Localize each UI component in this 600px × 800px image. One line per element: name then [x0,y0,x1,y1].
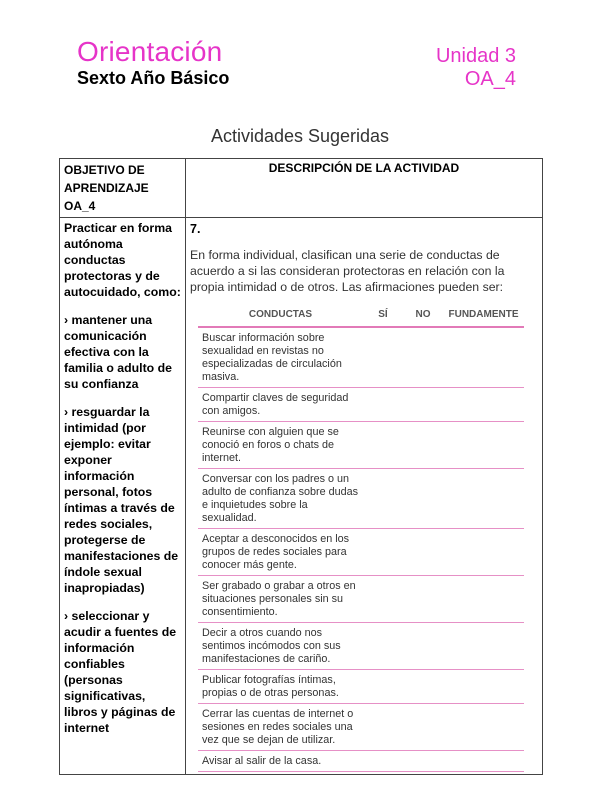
grade-subtitle: Sexto Año Básico [77,68,230,88]
conductas-header-row [198,305,524,327]
no-cell [403,670,443,704]
conducta-text: Avisar al salir de la casa. [198,751,363,772]
conducta-row [198,623,524,670]
description-header: DESCRIPCIÓN DE LA ACTIVIDAD [186,159,543,218]
si-cell [363,576,403,623]
objective-header-line: OBJETIVO DE [64,163,145,177]
no-cell [403,623,443,670]
conducta-text: Conversar con los padres o un adulto de confianza sobre dudas e inquietudes sobre la sexualidad. [198,469,363,529]
oa-label: OA_4 [464,68,516,90]
conducta-row [198,327,524,388]
fundamente-cell [443,529,524,576]
fundamente-col-header: FUNDAMENTE [443,305,524,327]
no-cell [403,529,443,576]
fundamente-cell [443,670,524,704]
si-cell [363,751,403,772]
conducta-text: Publicar fotografías íntimas, propias o de otras personas. [198,670,363,704]
fundamente-cell [443,327,524,388]
fundamente-cell [443,388,524,422]
no-cell [403,704,443,751]
table-header-row [60,159,543,218]
fundamente-cell [443,623,524,670]
fundamente-cell [443,704,524,751]
section-title: Actividades Sugeridas [210,126,390,146]
unit-label: Unidad 3 [435,45,516,67]
conducta-row [198,529,524,576]
conducta-text: Reunirse con alguien que se conoció en foros o chats de internet. [198,422,363,469]
si-cell [363,469,403,529]
conducta-text: Aceptar a desconocidos en los grupos de redes sociales para conocer más gente. [198,529,363,576]
description-cell [186,218,543,775]
conducta-text: Buscar información sobre sexualidad en revistas no especializadas de circulación masiva. [198,327,363,388]
si-cell [363,670,403,704]
activities-table [59,158,543,775]
objective-header [60,159,186,218]
si-cell [363,327,403,388]
objective-paragraph: › resguardar la intimidad (por ejemplo: evitar exponer información personal, fotos íntimas a través de redes sociales, protegerse de manifestaciones de índole sexual inapropiadas) [64,405,179,595]
objective-header-line: APRENDIZAJE [64,181,149,195]
conducta-text: Compartir claves de seguridad con amigos. [198,388,363,422]
fundamente-cell [443,422,524,469]
no-cell [403,422,443,469]
si-cell [363,388,403,422]
objective-paragraph: Practicar en forma autónoma conductas protectoras y de autocuidado, como: [64,221,181,299]
conducta-row [198,388,524,422]
conducta-row [198,576,524,623]
conducta-row [198,751,524,772]
fundamente-cell [443,469,524,529]
si-cell [363,623,403,670]
conducta-text: Ser grabado o grabar a otros en situaciones personales sin su consentimiento. [198,576,363,623]
no-cell [403,327,443,388]
no-cell [403,751,443,772]
conducta-text: Decir a otros cuando nos sentimos incómodos con sus manifestaciones de cariño. [198,623,363,670]
conducta-text: Cerrar las cuentas de internet o sesiones en redes sociales una vez que se dejan de utilizar. [198,704,363,751]
no-cell [403,388,443,422]
activity-description: En forma individual, clasifican una serie de conductas de acuerdo a si las consideran protectoras en relación con la propia intimidad o de otros. Las afirmaciones pueden ser: [190,248,505,294]
si-cell [363,422,403,469]
conducta-row [198,670,524,704]
conducta-row [198,704,524,751]
conductas-col-header: CONDUCTAS [198,305,363,327]
objective-paragraph: › mantener una comunicación efectiva con la familia o adulto de su confianza [64,313,172,391]
subject-title: Orientación [77,36,223,67]
si-col-header: SÍ [363,305,403,327]
objective-paragraph: › seleccionar y acudir a fuentes de información confiables (personas significativas, libros y páginas de internet [64,609,177,735]
objective-header-line: OA_4 [64,199,96,213]
objective-cell [60,218,186,775]
fundamente-cell [443,751,524,772]
fundamente-cell [443,576,524,623]
no-cell [403,576,443,623]
no-cell [403,469,443,529]
activity-number: 7. [190,222,201,236]
table-content-row [60,218,543,775]
conducta-row [198,422,524,469]
no-col-header: NO [403,305,443,327]
si-cell [363,704,403,751]
conductas-table [198,305,524,772]
conducta-row [198,469,524,529]
si-cell [363,529,403,576]
